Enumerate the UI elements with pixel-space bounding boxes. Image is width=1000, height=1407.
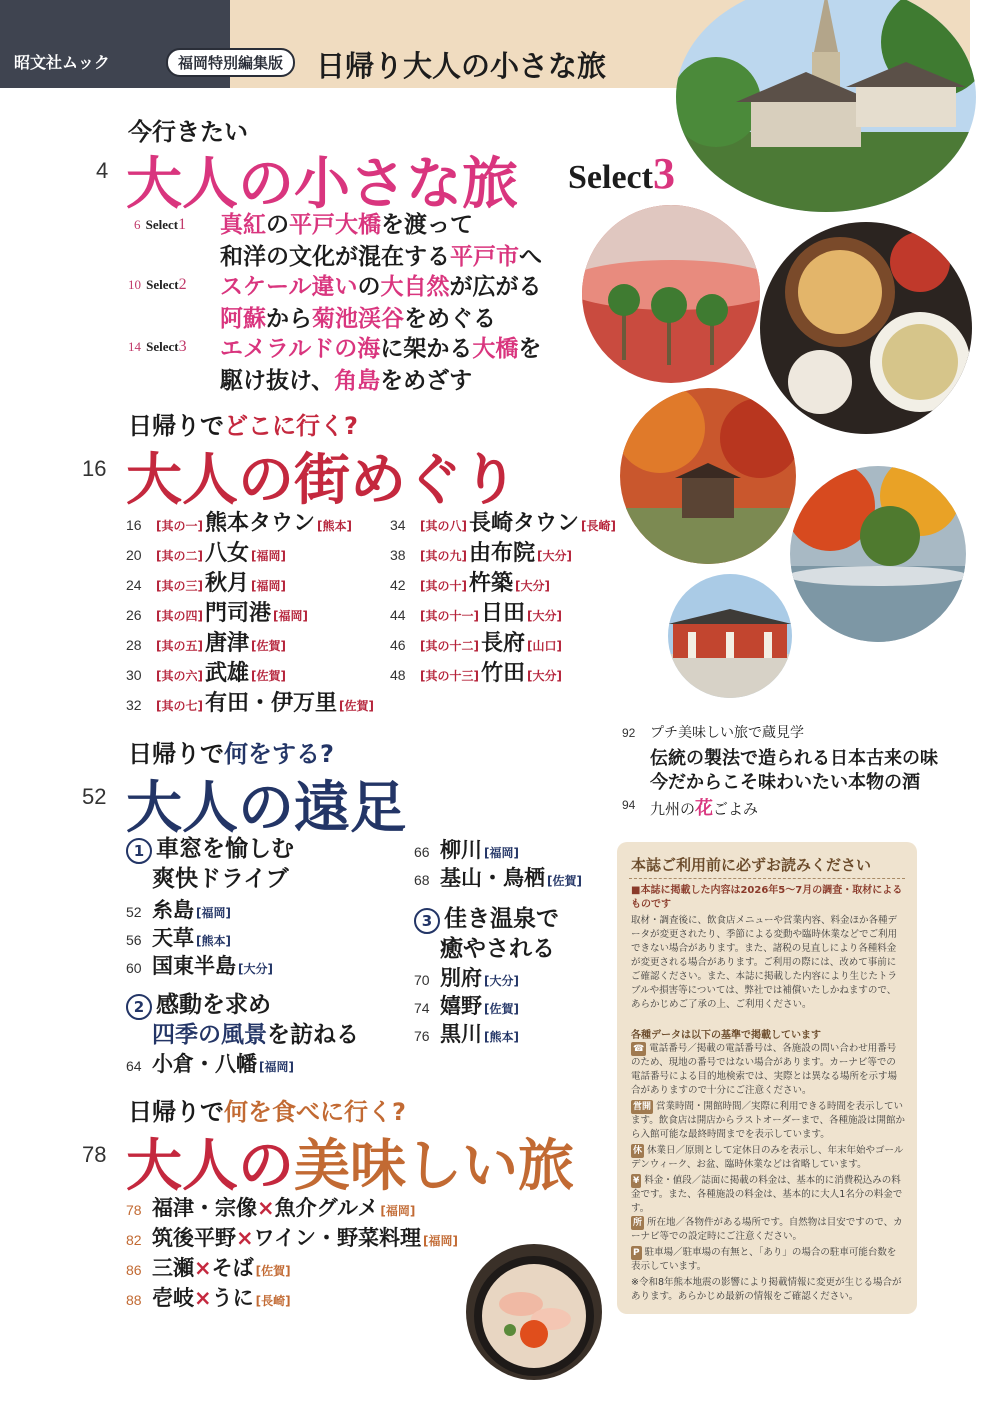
theme2-line2: 四季の風景を訪ねる (152, 1022, 359, 1048)
usage-notice-box (617, 842, 917, 1314)
town-item: 44 [其の十一] 日田 [大分] (390, 601, 562, 626)
select-item-1-meta: 6 Select1 (134, 216, 187, 233)
town-item: 32 [其の七] 有田・伊万里 [佐賀] (126, 691, 374, 716)
autumn-pond-photo (790, 466, 966, 642)
notice-closed: 休 休業日／原則として定休日のみを表示し、年末年始やゴールデンウィーク、お盆、臨時休業などは省略しています。 (631, 1145, 904, 1170)
excursion-item: 70 別府 [大分] (414, 966, 519, 990)
brewery-line1: 伝統の製法で造られる日本古来の味 (650, 748, 938, 769)
section4-kicker: 日帰りで何を食べに行く? (128, 1098, 406, 1126)
section3-page: 52 (82, 784, 107, 809)
closed-icon: 休 (633, 1146, 643, 1156)
theme2-line1: 2 感動を求め (126, 986, 271, 1020)
town-item: 48 [其の十三] 竹田 [大分] (390, 661, 562, 686)
flower-title: 九州の花ごよみ (650, 798, 759, 819)
select-item-2-meta: 10 Select2 (128, 276, 187, 293)
excursion-item: 76 黒川 [熊本] (414, 1022, 519, 1046)
select-item-1-line1: 真紅の平戸大橋を渡って (220, 212, 473, 238)
select-item-1-line2: 和洋の文化が混在する平戸市へ (220, 244, 542, 270)
theme1-line1: 1 車窓を愉しむ (126, 830, 294, 864)
section1-kicker: 今行きたい (128, 118, 248, 146)
town-item: 24 [其の三] 秋月 [福岡] (126, 571, 286, 596)
town-item: 20 [其の二] 八女 [福岡] (126, 541, 286, 566)
flower-page: 94 (622, 798, 636, 812)
brewery-page: 92 (622, 726, 636, 740)
town-item: 42 [其の十] 杵築 [大分] (390, 571, 550, 596)
hours-icon: 営開 (633, 1102, 652, 1112)
theme3-line1: 3 佳き温泉で (414, 900, 559, 934)
select-item-2-line2: 阿蘇から菊池渓谷をめぐる (220, 306, 496, 332)
notice-hours: 営開 営業時間・開館時間／実際に利用できる時間を表示しています。飲食店は開店からラストオーダーまで、各種施設は開館から入館可能な最終時間までを表示しています。 (631, 1101, 905, 1140)
publisher-name: 昭文社ムック (14, 53, 110, 72)
excursion-item: 66 柳川 [福岡] (414, 838, 519, 862)
select-item-3-line2: 駆け抜け、角島をめざす (220, 368, 473, 394)
notice-survey-body: 取材・調査後に、飲食店メニューや営業内容、料金ほか各種データが変更されたり、季節による変動や臨時休業などでご利用できない場合があります。また、諸税の見直しにより各種料金が変更される場合があります。ご利用の際には、改めて事前にご確認ください。また、本誌に掲載した内容により生じたトラブルや損害等については、弊社では補償いたしかねますので、あらかじめご了承の上、ご利用ください。 (631, 915, 898, 1010)
select-item-2-line1: スケール違いの大自然が広がる (220, 274, 542, 300)
edition-badge: 福岡特別編集版 (166, 48, 295, 77)
fee-icon: ¥ (633, 1176, 640, 1186)
excursion-item: 74 嬉野 [佐賀] (414, 994, 519, 1018)
notice-tel: ☎ 電話番号／掲載の電話番号は、各施設の問い合わせ用番号のため、現地の番号ではない場合があります。カーナビ等での電話番号による目的地検索では、実際とは異なる場所を示す場合がありますので十分にご注意ください。 (631, 1043, 898, 1096)
select-item-3-line1: エメラルドの海に架かる大橋を (220, 336, 542, 362)
theme1-line2: 爽快ドライブ (152, 866, 289, 892)
section4-page: 78 (82, 1142, 107, 1167)
notice-address: 所 所在地／各物件がある場所です。自然物は目安ですので、カーナビ等での設定時にご注意ください。 (631, 1217, 903, 1242)
excursion-item: 68 基山・鳥栖 [佐賀] (414, 866, 582, 890)
town-item: 38 [其の九] 由布院 [大分] (390, 541, 572, 566)
select-count (568, 148, 675, 199)
phone-icon: ☎ (633, 1044, 645, 1054)
town-item: 16 [其の一] 熊本タウン [熊本] (126, 511, 352, 536)
food-item: 88 壱岐 × うに [長崎] (126, 1286, 291, 1310)
select-number: 3 (652, 149, 675, 198)
section1-title: 大人の小さな旅 (126, 152, 518, 217)
notice-divider (629, 878, 905, 879)
section2-kicker: 日帰りでどこに行く? (128, 412, 358, 440)
section2-title: 大人の街めぐり (126, 448, 518, 513)
town-item: 34 [其の八] 長崎タウン [長崎] (390, 511, 616, 536)
excursion-item: 56 天草 [熊本] (126, 926, 231, 950)
hot-spring-photo (582, 205, 760, 383)
theme3-line2: 癒やされる (440, 936, 555, 962)
section2-page: 16 (82, 456, 107, 481)
excursion-item: 60 国東半島 [大分] (126, 954, 273, 978)
parking-icon: P (633, 1248, 640, 1258)
food-item: 82 筑後平野 × ワイン・野菜料理 [福岡] (126, 1226, 458, 1250)
notice-criteria-heading: 各種データは以下の基準で掲載しています (631, 1030, 821, 1041)
notice-fee: ¥ 料金・値段／誌面に掲載の料金は、基本的に消費税込みの料金です。また、各種施設の料金は、基本的に大人1名分の料金です。 (631, 1175, 903, 1214)
magazine-title: 日帰り大人の小さな旅 (316, 49, 607, 83)
excursion-item: 52 糸島 [福岡] (126, 898, 231, 922)
brewery-line2: 今だからこそ味わいたい本物の酒 (650, 772, 920, 793)
notice-title: 本誌ご利用前に必ずお読みください (631, 856, 872, 874)
church-photo (676, 0, 976, 212)
notice-survey-heading: ■本誌に掲載した内容は2026年5～7月の調査・取材によるものです (631, 885, 903, 910)
select-word: Select (568, 159, 653, 196)
autumn-gate-photo (620, 388, 796, 564)
section1-page: 4 (96, 158, 109, 183)
notice-footnote: ※令和8年熊本地震の影響により掲載情報に変更が生じる場合があります。あらかじめ最新の情報をご確認ください。 (631, 1277, 902, 1302)
brewery-kicker: プチ美味しい旅で蔵見学 (650, 725, 804, 741)
town-item: 26 [其の四] 門司港 [福岡] (126, 601, 308, 626)
town-item: 46 [其の十二] 長府 [山口] (390, 631, 562, 656)
town-item: 28 [其の五] 唐津 [佐賀] (126, 631, 286, 656)
food-item: 78 福津・宗像 × 魚介グルメ [福岡] (126, 1196, 416, 1220)
address-icon: 所 (633, 1218, 643, 1228)
section3-title: 大人の遠足 (126, 776, 406, 841)
food-set-photo (760, 222, 972, 434)
excursion-item: 64 小倉・八幡 [福岡] (126, 1052, 294, 1076)
notice-parking: P 駐車場／駐車場の有無と、「あり」の場合の駐車可能台数を表示しています。 (631, 1247, 897, 1272)
select-item-3-meta: 14 Select3 (128, 338, 187, 355)
section4-title: 大人の美味しい旅 (126, 1134, 574, 1199)
seafood-bowl-photo (466, 1244, 602, 1380)
food-item: 86 三瀬 × そば [佐賀] (126, 1256, 291, 1280)
town-item: 30 [其の六] 武雄 [佐賀] (126, 661, 286, 686)
section3-kicker: 日帰りで何をする? (128, 740, 334, 768)
shrine-photo (668, 574, 792, 698)
